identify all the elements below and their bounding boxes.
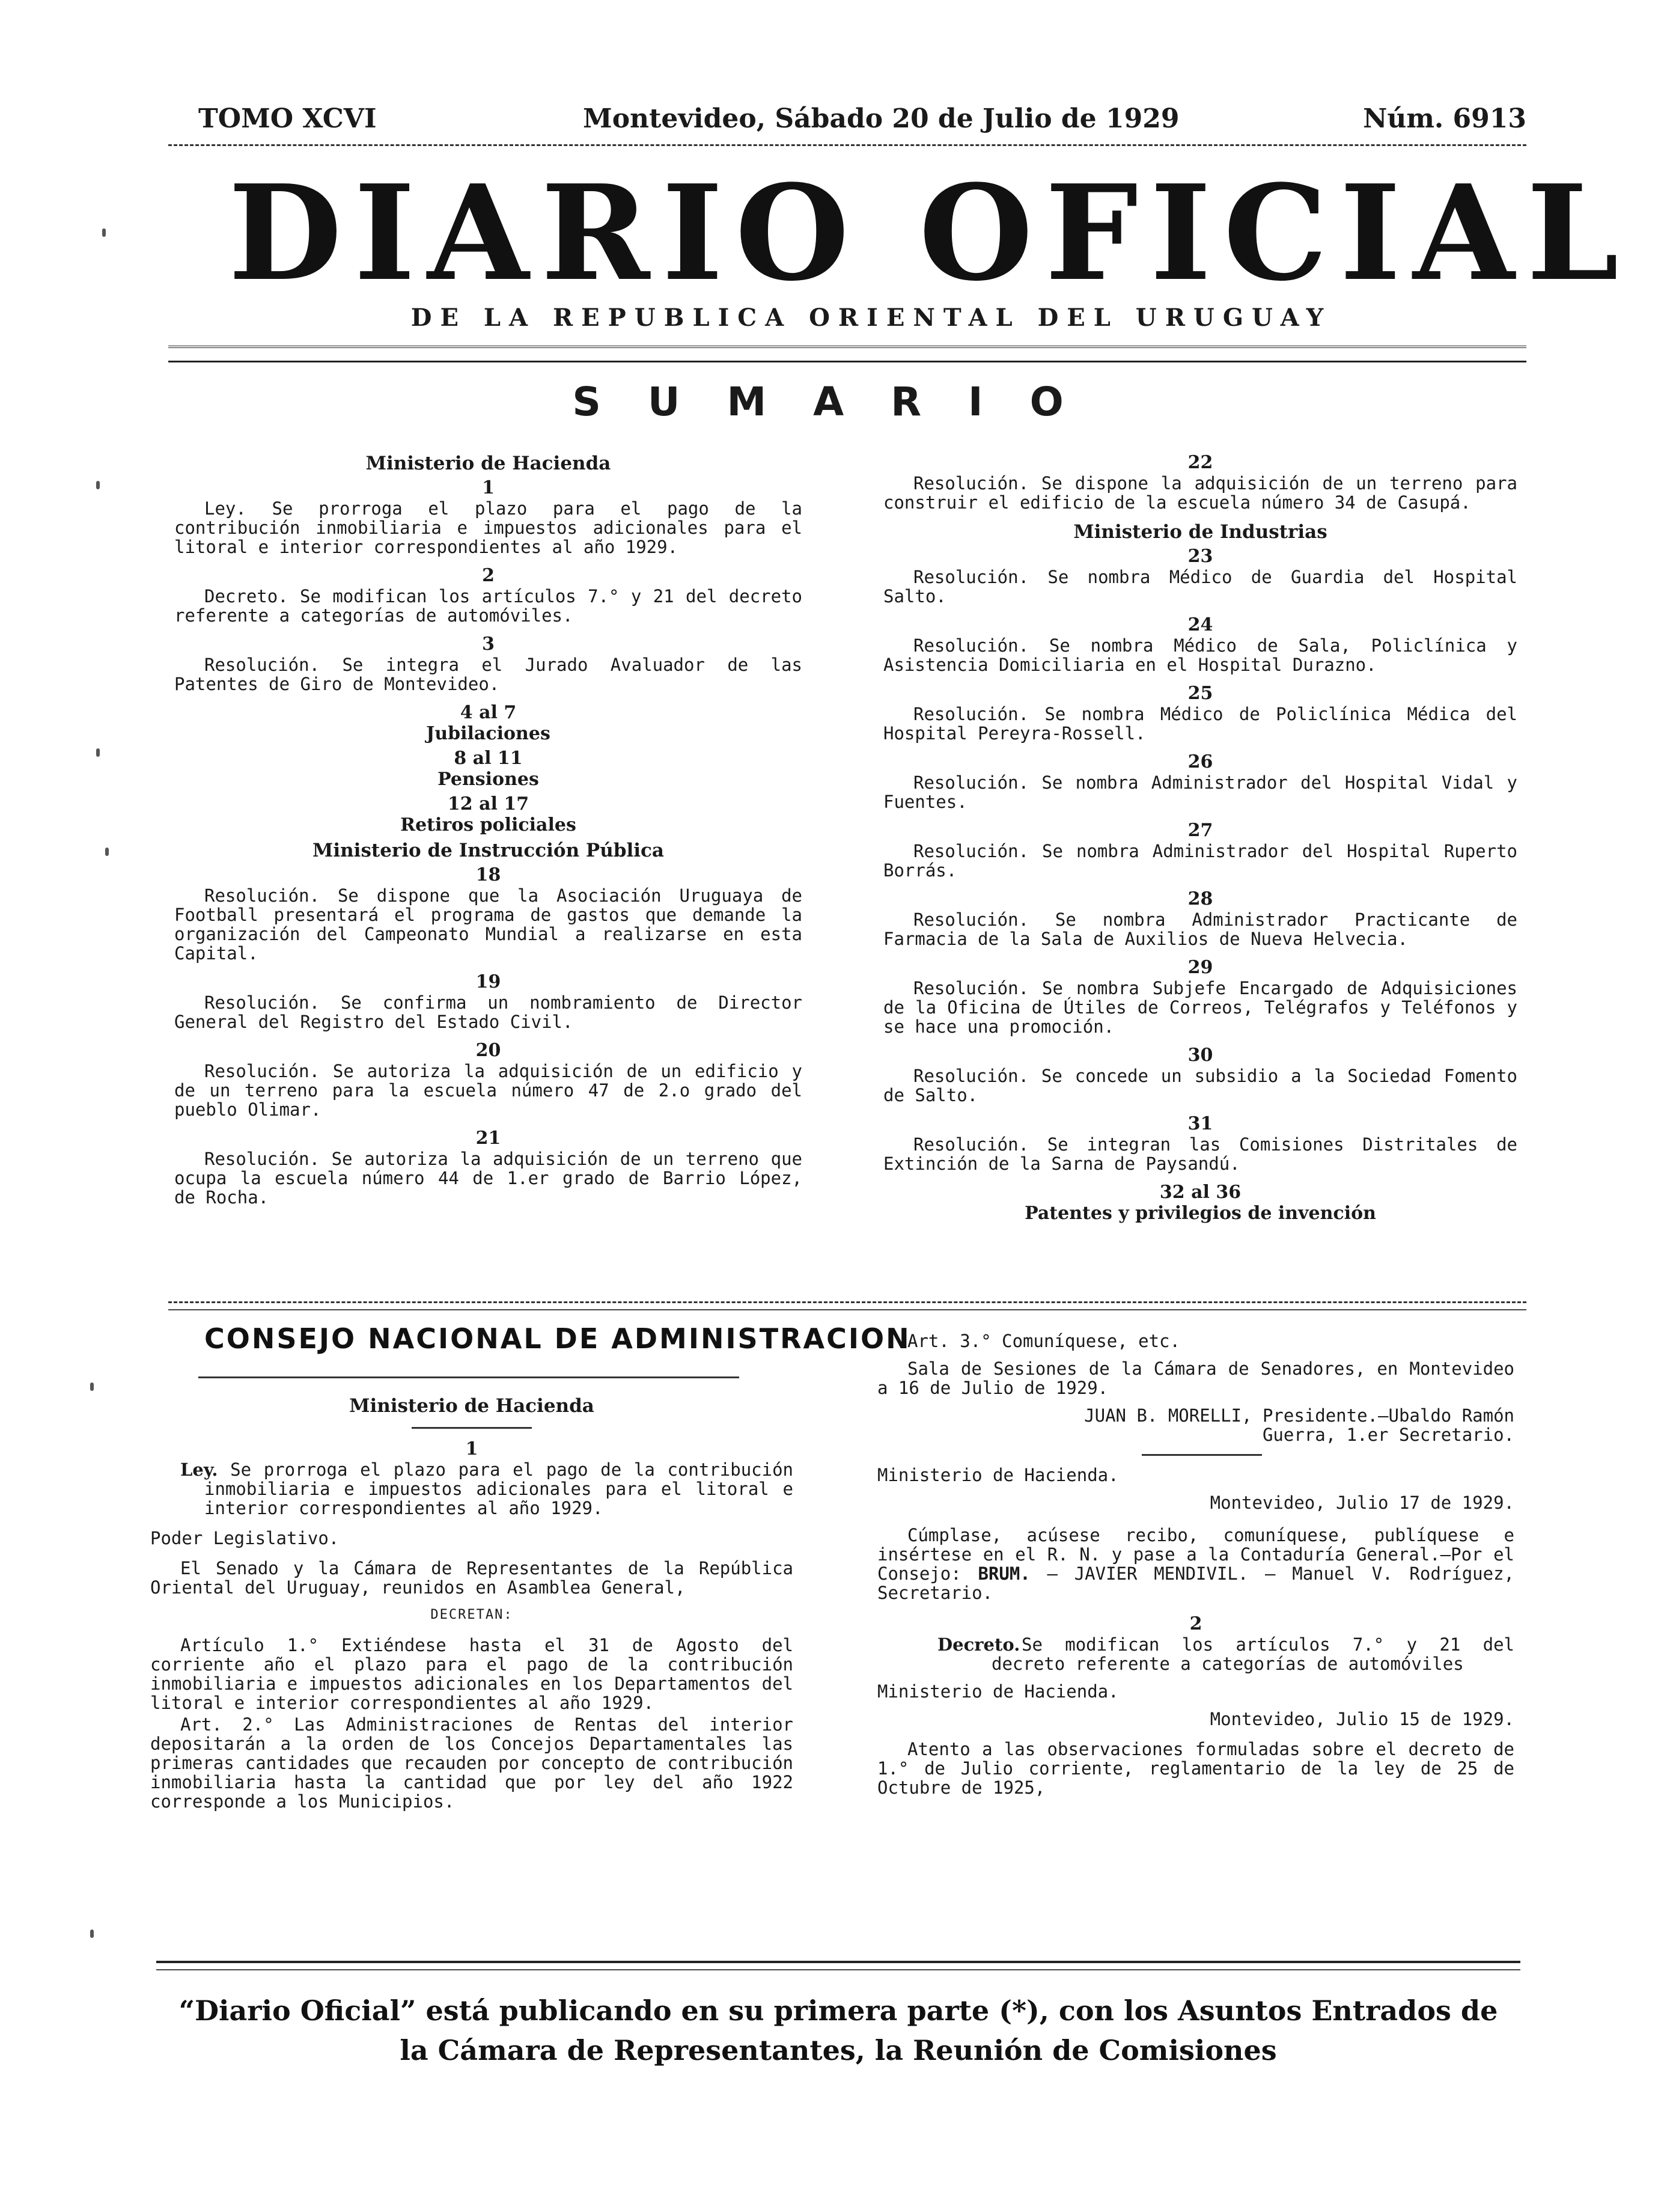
legislative-power: Poder Legislativo. bbox=[150, 1528, 340, 1548]
body-left-column bbox=[150, 1395, 793, 1819]
decree-text: Se modifican los artículos 7.° y 21 del decreto referente a categorías de automóviles bbox=[992, 1634, 1514, 1674]
item-number: 2 bbox=[482, 565, 495, 586]
decretan-label: DECRETAN: bbox=[430, 1607, 513, 1622]
divider bbox=[156, 1969, 1520, 1970]
item-number: 31 bbox=[1187, 1113, 1213, 1134]
summary-entry: Resolución. Se nombra Administrador del Hospital Vidal y Fuentes. bbox=[883, 772, 1517, 812]
session-hall: Sala de Sesiones de la Cámara de Senadores, en Montevideo a 16 de Julio de 1929. bbox=[877, 1358, 1514, 1398]
summary-entry: Resolución. Se integran las Comisiones Distritales de Extinción de la Sarna de Paysandú. bbox=[883, 1134, 1517, 1174]
item-number: 3 bbox=[482, 634, 495, 655]
item-number: 29 bbox=[1187, 957, 1213, 978]
summary-entry: Resolución. Se integra el Jurado Avaluador de las Patentes de Giro de Montevideo. bbox=[174, 655, 802, 694]
footer-line-2: la Cámara de Representantes, la Reunión de Comisiones bbox=[400, 2034, 1277, 2067]
item-number: 23 bbox=[1187, 546, 1213, 567]
section-heading: Retiros policiales bbox=[400, 814, 576, 836]
summary-entry: Resolución. Se nombra Médico de Sala, Policlínica y Asistencia Domiciliaria en el Hospital Durazno. bbox=[883, 635, 1517, 675]
item-number: 24 bbox=[1187, 614, 1213, 635]
cumplase-body: Cúmplase, acúsese recibo, comuníquese, publíquese e insértese en el R. N. y pase a la Contaduría General.—Por el Consejo: bbox=[877, 1525, 1514, 1584]
footer-line-1: “Diario Oficial” está publicando en su primera parte (*), con los Asuntos Entrados de bbox=[178, 1994, 1498, 2027]
divider bbox=[168, 144, 1526, 146]
preamble: El Senado y la Cámara de Representantes de la República Oriental del Uruguay, reunidos en Asamblea General, bbox=[150, 1558, 793, 1598]
item-number: 18 bbox=[475, 864, 501, 885]
item-number: 1 bbox=[465, 1438, 478, 1459]
summary-entry: Resolución. Se nombra Administrador del Hospital Ruperto Borrás. bbox=[883, 841, 1517, 881]
item-number: 28 bbox=[1187, 888, 1213, 909]
masthead-info bbox=[198, 103, 1526, 139]
item-number: 22 bbox=[1187, 452, 1213, 473]
decree-label: Decreto. bbox=[937, 1634, 1020, 1655]
item-number: 19 bbox=[475, 971, 501, 992]
summary-right-column bbox=[883, 452, 1517, 1227]
body-right-column bbox=[877, 1331, 1514, 1806]
divider bbox=[412, 1427, 532, 1429]
summary-entry: Resolución. Se dispone la adquisición de un terreno para construir el edificio de la escuela número 34 de Casupá. bbox=[883, 473, 1517, 513]
scan-speck bbox=[90, 1929, 94, 1938]
law-text: Se prorroga el plazo para el pago de la contribución inmobiliaria e impuestos adicionales para el litoral e interior correspondientes al año 1929. bbox=[204, 1459, 793, 1518]
divider bbox=[1142, 1454, 1262, 1456]
signatures: JUAN B. MORELLI, Presidente.—Ubaldo Ramón Guerra, 1.er Secretario. bbox=[1084, 1405, 1514, 1445]
item-number: 27 bbox=[1187, 820, 1213, 841]
item-number: 21 bbox=[475, 1128, 501, 1149]
summary-left-column bbox=[174, 452, 802, 1215]
ministry-heading: Ministerio de Hacienda bbox=[349, 1395, 594, 1417]
section-heading: Patentes y privilegios de invención bbox=[1025, 1203, 1376, 1224]
volume-label: TOMO XCVI bbox=[198, 103, 377, 134]
article-3: Art. 3.° Comuníquese, etc. bbox=[907, 1331, 1180, 1351]
item-number: 2 bbox=[1189, 1613, 1202, 1634]
ministry-heading: Ministerio de Instrucción Pública bbox=[312, 840, 664, 861]
section-heading: Pensiones bbox=[437, 769, 539, 790]
section-banner: CONSEJO NACIONAL DE ADMINISTRACION bbox=[204, 1322, 911, 1355]
item-number: 4 al 7 bbox=[460, 702, 517, 723]
summary-entry: Decreto. Se modifican los artículos 7.° y 21 del decreto referente a categorías de automóviles. bbox=[174, 586, 802, 626]
ministry-line: Ministerio de Hacienda. bbox=[877, 1681, 1119, 1702]
footer-notice bbox=[156, 1991, 1520, 2070]
item-number: 20 bbox=[475, 1040, 501, 1061]
scan-speck bbox=[102, 228, 106, 237]
summary-entry: Resolución. Se nombra Subjefe Encargado de Adquisiciones de la Oficina de Útiles de Correos, Telégrafos y Teléfonos y se hace una promoción. bbox=[883, 978, 1517, 1037]
divider bbox=[168, 346, 1526, 348]
decree-preamble: Atento a las observaciones formuladas sobre el decreto de 1.° de Julio corriente, reglamentario de la ley de 25 de Octubre de 1925, bbox=[877, 1739, 1514, 1798]
divider bbox=[168, 1309, 1526, 1310]
summary-entry: Resolución. Se dispone que la Asociación Uruguaya de Football presentará el programa de gastos que demande la organización del Campeonato Mundial a realizarse en esta Capital. bbox=[174, 885, 802, 964]
date-line: Montevideo, Julio 15 de 1929. bbox=[1210, 1709, 1514, 1729]
issue-date: Montevideo, Sábado 20 de Julio de 1929 bbox=[583, 103, 1180, 134]
ministry-heading: Ministerio de Industrias bbox=[1073, 521, 1327, 543]
section-heading: Jubilaciones bbox=[426, 723, 550, 744]
item-number: 26 bbox=[1187, 751, 1213, 772]
summary-entry: Ley. Se prorroga el plazo para el pago de la contribución inmobiliaria e impuestos adicionales para el litoral e interior correspondientes al año 1929. bbox=[174, 498, 802, 557]
newspaper-title: DIARIO OFICIAL bbox=[228, 156, 1631, 310]
ministry-line: Ministerio de Hacienda. bbox=[877, 1465, 1119, 1485]
newspaper-subtitle: DE LA REPUBLICA ORIENTAL DEL URUGUAY bbox=[410, 304, 1332, 332]
divider bbox=[198, 1376, 739, 1378]
scan-speck bbox=[96, 481, 100, 489]
date-line: Montevideo, Julio 17 de 1929. bbox=[1210, 1492, 1514, 1513]
summary-entry: Resolución. Se nombra Administrador Practicante de Farmacia de la Sala de Auxilios de Nueva Helvecia. bbox=[883, 909, 1517, 949]
signature-brum: BRUM. bbox=[978, 1563, 1031, 1584]
summary-entry: Resolución. Se autoriza la adquisición de un terreno que ocupa la escuela número 44 de 1.er grado de Barrio López, de Rocha. bbox=[174, 1149, 802, 1208]
article-2: Art. 2.° Las Administraciones de Rentas del interior depositarán a la orden de los Concejos Departamentales las primeras cantidades que recauden por concepto de contribución inmobiliaria hasta la cantidad que por ley del año 1922 corresponde a los Municipios. bbox=[150, 1714, 793, 1812]
summary-entry: Resolución. Se nombra Médico de Policlínica Médica del Hospital Pereyra-Rossell. bbox=[883, 704, 1517, 744]
ministry-heading: Ministerio de Hacienda bbox=[365, 453, 611, 474]
item-number: 12 al 17 bbox=[447, 793, 529, 814]
law-title bbox=[150, 1460, 793, 1518]
summary-entry: Resolución. Se confirma un nombramiento de Director General del Registro del Estado Civil. bbox=[174, 992, 802, 1032]
summary-entry: Resolución. Se nombra Médico de Guardia del Hospital Salto. bbox=[883, 567, 1517, 606]
item-number: 25 bbox=[1187, 683, 1213, 704]
issue-number: Núm. 6913 bbox=[1363, 103, 1526, 134]
summary-entry: Resolución. Se autoriza la adquisición de un edificio y de un terreno para la escuela número 47 de 2.o grado del pueblo Olimar. bbox=[174, 1061, 802, 1120]
sumario-heading: SUMARIO bbox=[572, 379, 1111, 425]
item-number: 30 bbox=[1187, 1045, 1213, 1066]
scan-speck bbox=[90, 1382, 94, 1391]
decree-title bbox=[877, 1635, 1514, 1673]
divider bbox=[168, 1301, 1526, 1303]
scan-speck bbox=[96, 748, 100, 757]
divider bbox=[156, 1961, 1520, 1963]
scan-speck bbox=[105, 848, 109, 856]
item-number: 1 bbox=[482, 477, 495, 498]
divider bbox=[168, 361, 1526, 362]
item-number: 32 al 36 bbox=[1159, 1182, 1242, 1203]
law-label: Ley. bbox=[180, 1459, 218, 1480]
article-1: Artículo 1.° Extiéndese hasta el 31 de Agosto del corriente año el plazo para el pago de la contribución inmobiliaria e impuestos adicionales en los Departamentos del litoral e interior correspondientes al año 1929. bbox=[150, 1635, 793, 1713]
item-number: 8 al 11 bbox=[454, 748, 523, 769]
cumplase-text bbox=[877, 1526, 1514, 1602]
cumplase-signatures: — JAVIER MENDIVIL. — Manuel V. Rodríguez, Secretario. bbox=[877, 1563, 1515, 1603]
summary-entry: Resolución. Se concede un subsidio a la Sociedad Fomento de Salto. bbox=[883, 1066, 1517, 1105]
